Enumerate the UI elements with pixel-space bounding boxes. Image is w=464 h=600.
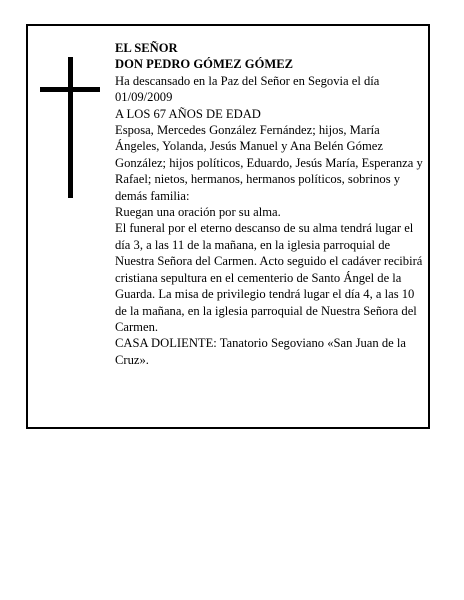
age-statement: A LOS 67 AÑOS DE EDAD	[115, 106, 261, 121]
mourning-house: CASA DOLIENTE: Tanatorio Segoviano «San Juan de la Cruz».	[115, 336, 406, 367]
rest-statement: Ha descansado en la Paz del Señor en Segovia el día 01/09/2009	[115, 73, 380, 105]
cross-vertical-bar	[68, 57, 73, 198]
obituary-text	[115, 40, 423, 368]
funeral-details: El funeral por el eterno descanso de su alma tendrá lugar el día 3, a las 11 de la mañana, en la iglesia parroquial de Nuestra Señora del Carmen. Acto seguido el cadáver recibirá cristiana sepultura en el cementerio de Santo Ángel de la Guarda. La misa de privilegio tendrá lugar el día 4, a las 10 de la mañana, en la iglesia parroquial de Nuestra Señora del Carmen.	[115, 221, 423, 334]
cross-horizontal-bar	[40, 87, 100, 92]
prayer-request: Ruegan una oración por su alma.	[115, 205, 281, 220]
deceased-name: DON PEDRO GÓMEZ GÓMEZ	[115, 57, 294, 72]
notice-title: EL SEÑOR	[115, 41, 178, 55]
family-list: Esposa, Mercedes González Fernández; hijos, María Ángeles, Yolanda, Jesús Manuel y Ana Belén Gómez González; hijos políticos, Eduardo, Jesús María, Esperanza y Rafael; nietos, hermanos, hermanos políticos, sobrinos y demás familia:	[115, 123, 423, 203]
obituary-notice	[26, 24, 430, 429]
